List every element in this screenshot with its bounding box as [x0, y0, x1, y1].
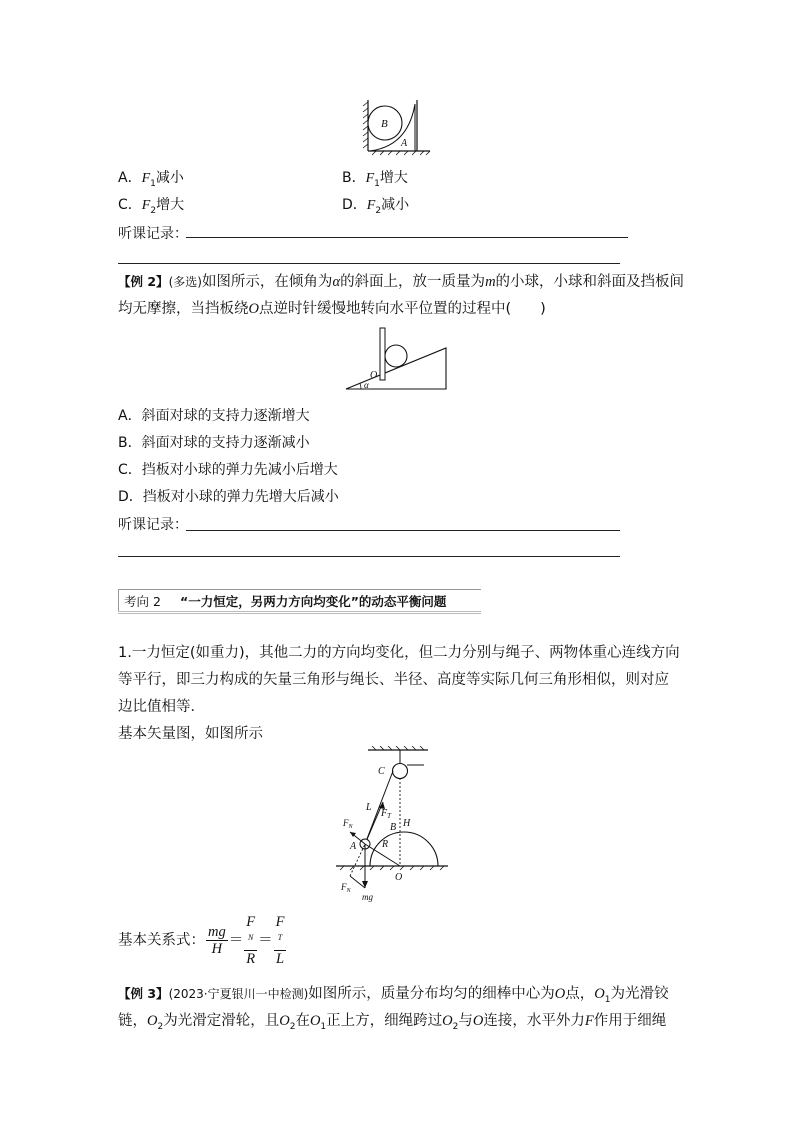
option-c: C．$F_2$增大	[118, 197, 185, 216]
example-3-line-2: 链，$O_2$为光滑定滑轮，且$O_2$在$O_1$正上方，细绳跨过$O_2$与O连接，水平外力F作用于细绳	[118, 1013, 667, 1032]
notes-label-2: 听课记录：	[118, 517, 188, 533]
label-mg: mg	[362, 892, 373, 902]
vector-diagram	[336, 746, 456, 908]
option-a: A．$F_1$减小	[118, 170, 184, 189]
fraction-ft-l: F $^T$ L	[275, 914, 285, 967]
label-c: C	[378, 766, 385, 777]
ex2-option-a: A．斜面对球的支持力逐渐增大	[118, 408, 310, 424]
incline-figure	[343, 325, 451, 393]
option-d: D．$F_2$减小	[342, 197, 410, 216]
label-r: R	[382, 839, 389, 850]
relation-line: 基本关系式： $\frac{mg}{H}$ ＝ F $^N$ R ＝ F $^T$ L	[118, 914, 285, 967]
notes-line	[186, 237, 628, 238]
section-title: “一力恒定，另两力方向均变化”的动态平衡问题	[180, 594, 447, 609]
relation-label: 基本关系式：	[118, 932, 205, 949]
option-b: B．$F_1$增大	[342, 170, 408, 189]
wedge-label: A	[401, 138, 408, 149]
fraction-mg-h: $\frac{mg}{H}$	[208, 923, 226, 957]
fraction-fn-r: F $^N$ R	[246, 914, 256, 967]
ex2-option-d: D．挡板对小球的弹力先增大后减小	[118, 489, 339, 505]
principle-text: 1.一力恒定(如重力)，其他二力的方向均变化，但二力分别与绳子、两物体重心连线方向等平行，即三力构成的矢量三角形与绳长、半径、高度等实际几何三角形相似，则对应边比值相等．	[118, 645, 680, 715]
label-l: L	[366, 802, 372, 813]
example-2-line-1: 【例 2】(多选)如图所示，在倾角为α的斜面上，放一质量为m的小球，小球和斜面及挡板间	[118, 274, 685, 290]
notes-line	[118, 556, 620, 557]
label-b: B	[390, 822, 397, 833]
label-fn-prime: $F_N$	[341, 882, 351, 894]
section-label: 考向 2	[124, 594, 161, 609]
diagram-caption: 基本矢量图，如图所示	[118, 726, 263, 742]
ex2-option-c: C．挡板对小球的弹力先减小后增大	[118, 462, 338, 478]
ball-label: B	[381, 118, 388, 130]
label-ft: $F_T$	[381, 808, 392, 820]
section-heading-underline	[118, 611, 481, 614]
notes-line	[186, 530, 620, 531]
label-h: H	[403, 818, 411, 829]
notes-label-1: 听课记录：	[118, 226, 188, 242]
example-2-line-2: 均无摩擦，当挡板绕O点逆时针缓慢地转向水平位置的过程中( )	[118, 301, 546, 317]
label-a: A	[350, 841, 357, 852]
label-fn: $F_N$	[343, 818, 353, 830]
notes-line	[118, 263, 620, 264]
example-3-line-1: 【例 3】(2023·宁夏银川一中检测)如图所示，质量分布均匀的细棒中心为O点，$O_1$为光滑铰	[118, 986, 669, 1005]
angle-label: α	[364, 380, 369, 390]
label-o: O	[395, 872, 403, 883]
ball-wedge-figure	[360, 96, 432, 158]
pivot-label: O	[370, 370, 378, 381]
ex2-option-b: B．斜面对球的支持力逐渐减小	[118, 435, 310, 451]
